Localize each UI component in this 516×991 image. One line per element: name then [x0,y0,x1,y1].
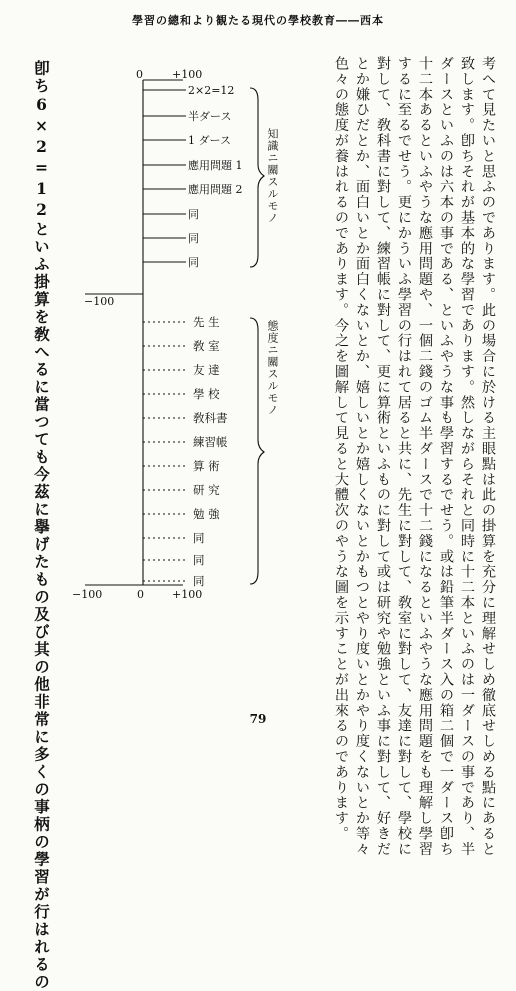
bottom-axis-zero: 0 [137,588,144,601]
attitude-item: 練習帳 [193,435,228,449]
attitude-item: 研 究 [193,483,220,497]
body-column-5: するに至るでせう。更にかういふ學習の行はれて居ると共に、先生に對して、敎室に對して、友達に對して、學校に [396,56,412,857]
attitude-item: 勉 強 [193,507,220,521]
knowledge-item: 應用問題 1 [188,159,243,172]
knowledge-item: 應用問題 2 [188,183,243,196]
page-number: 79 [249,712,267,726]
attitude-item: 敎科書 [193,411,228,425]
attitude-item: 同 [193,531,205,545]
top-axis-zero: 0 [136,68,143,81]
mid-axis-minus: −100 [84,295,115,308]
body-column-2: 致します。卽ちそれが基本的な學習であります。然しながらそれと同時に十二本といふのは一ダースの事であり、半 [459,56,475,857]
body-column-1: 考へて見たいと思ふのであります。此の場合に於ける主眼點は此の掛算を充分に理解せしめ徹底せしめる點にあると [480,56,496,857]
header-text: 學習の總和より観たる現代の學校教育――西本 [132,14,384,27]
knowledge-item: 半ダース [188,110,232,123]
attitude-group-label: 態度ニ關スルモノ [266,320,279,416]
body-column-3: ダースといふのは六本の事である、といふやうな事も學習するでせう。或は鉛筆半ダース入の箱二個で一ダース卽ち [438,56,454,857]
bottom-axis-plus: +100 [172,588,203,601]
attitude-item: 同 [193,553,205,567]
body-column-4: 十二本あるといふやうな應用問題や、一個二錢のゴム半ダースで十二錢になるといふやうな應用問題をも理解し學習 [417,56,433,857]
attitude-item: 先 生 [193,315,220,329]
knowledge-group-label: 知識ニ關スルモノ [266,128,279,224]
left-text-column: 卽ち6×2=12といふ掛算を敎へるに當つても今茲に擧げたもの及び其の他非常に多くの事柄の學習が行はれるの [32,60,51,991]
attitude-item: 敎 室 [193,339,220,353]
top-axis-plus: +100 [172,68,203,81]
knowledge-item: 同 [188,256,199,269]
knowledge-item: 同 [188,208,199,221]
knowledge-item: 2×2=12 [188,84,235,97]
attitude-item: 算 術 [193,459,220,473]
attitude-item: 友 達 [193,363,220,377]
body-column-6: 對して、敎科書に對して、練習帳に對して、更に算術といふものに對して或は研究や勉強といふ事に對して、好きだ [375,56,391,857]
knowledge-item: 1 ダース [188,134,231,147]
attitude-item: 學 校 [193,387,220,401]
body-column-7: とか嫌ひだとか、面白いとか面白くないとか、嬉しいとか嬉しくないとかもつとやり度いとかやり度くないとか等々 [354,56,370,857]
attitude-item: 同 [193,574,205,588]
knowledge-item: 同 [188,232,199,245]
bottom-axis-minus: −100 [72,588,103,601]
body-column-8: 色々の態度が養はれるのであります。今之を圖解して見ると大體次のやうな圖を示すことが出來るのであります。 [333,56,349,842]
